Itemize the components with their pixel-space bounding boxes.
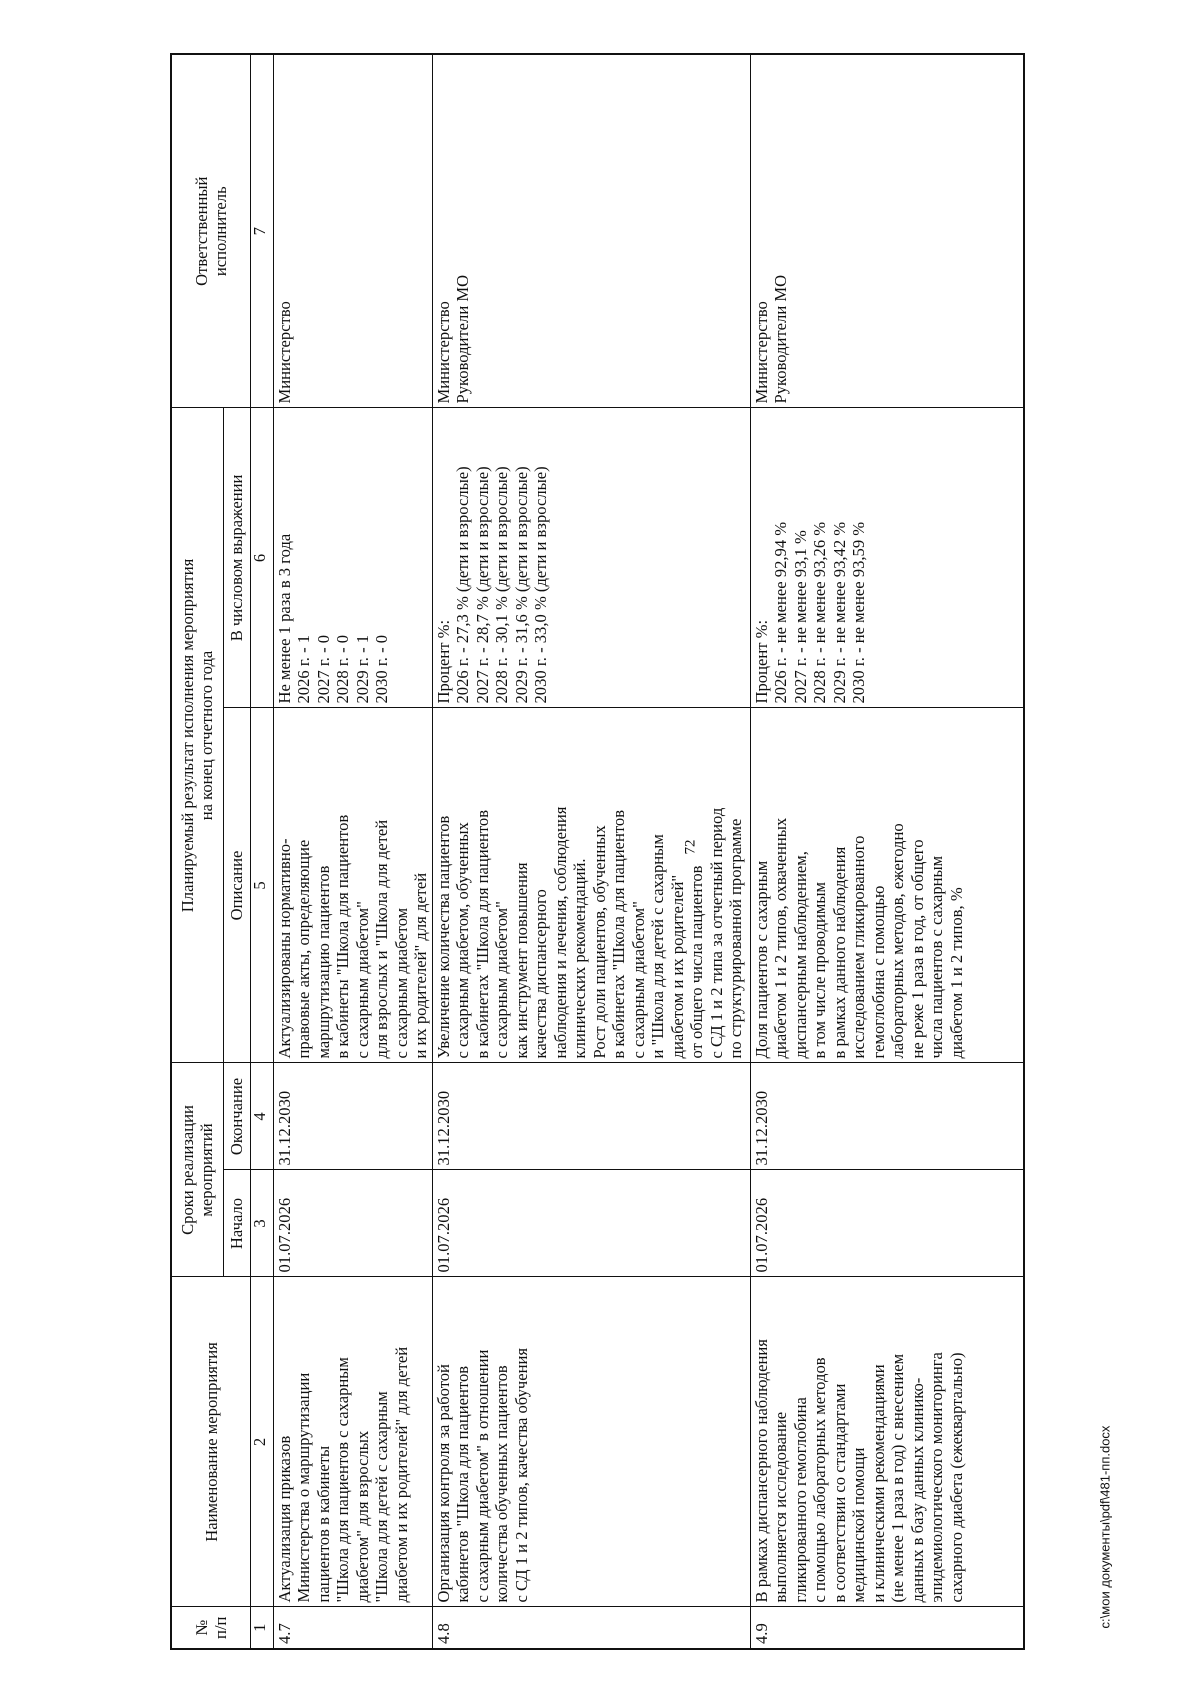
row-number: 4.7 xyxy=(273,1607,432,1649)
header-terms: Сроки реализации мероприятий xyxy=(171,1063,223,1277)
column-number: 7 xyxy=(251,54,274,408)
column-number: 6 xyxy=(251,408,274,708)
result-description: Доля пациентов с сахарным диабетом 1 и 2 типов, охваченных диспансерным наблюдением, в том числе проводимым в рамках данного наблюдения исследованием гликированного гемоглобина с помощью лабораторных методов, ежегодно не реже 1 раза в год, от общего числа пациентов с сахарным диабетом 1 и 2 типов, % xyxy=(750,708,1024,1063)
header-numeric: В числовом выражении xyxy=(223,408,251,708)
activity-name: Актуализация приказов Министерства о маршрутизации пациентов в кабинеты "Школа для пациентов с сахарным диабетом" для взрослых "Школа для детей с сахарным диабетом и их родителей" для детей xyxy=(273,1277,432,1607)
start-date: 01.07.2026 xyxy=(750,1170,1024,1277)
responsible-party: Министерство Руководители МО xyxy=(750,54,1024,408)
end-date: 31.12.2030 xyxy=(432,1063,750,1170)
result-numeric: Процент %: 2026 г. - не менее 92,94 % 2027 г. - не менее 93,1 % 2028 г. - не менее 93,26 % 2029 г. - не менее 93,42 % 2030 г. - не менее 93,59 % xyxy=(750,408,1024,708)
row-number: 4.8 xyxy=(432,1607,750,1649)
table-row xyxy=(273,54,432,1649)
footer-file-path: c:\мои документы\pdf\481-пп.docx xyxy=(1097,1425,1113,1629)
start-date: 01.07.2026 xyxy=(432,1170,750,1277)
column-number: 3 xyxy=(251,1170,274,1277)
responsible-party: Министерство Руководители МО xyxy=(432,54,750,408)
header-name: Наименование мероприятия xyxy=(171,1277,251,1607)
result-numeric: Не менее 1 раза в 3 года 2026 г. - 1 2027 г. - 0 2028 г. - 0 2029 г. - 1 2030 г. - 0 xyxy=(273,408,432,708)
header-start: Начало xyxy=(223,1170,251,1277)
column-number: 4 xyxy=(251,1063,274,1170)
end-date: 31.12.2030 xyxy=(273,1063,432,1170)
header-result: Планируемый результат исполнения мероприятия на конец отчетного года xyxy=(171,408,223,1063)
activities-table xyxy=(170,53,1025,1650)
row-number: 4.9 xyxy=(750,1607,1024,1649)
end-date: 31.12.2030 xyxy=(750,1063,1024,1170)
result-description: Увеличение количества пациентов с сахарным диабетом, обученных в кабинетах "Школа для пациентов с сахарным диабетом" как инструмент повышения качества диспансерного наблюдения и лечения, соблюдения клинических рекомендаций. Рост доли пациентов, обученных в кабинетах "Школа для пациентов с сахарным диабетом" и "Школа для детей с сахарным диабетом и их родителей" от общего числа пациентов с СД 1 и 2 типа за отчетный период по структурированной программе xyxy=(432,708,750,1063)
rotated-table-wrapper xyxy=(170,55,1025,1650)
page-number: 72 xyxy=(682,839,699,855)
column-number-row xyxy=(251,54,274,1649)
column-number: 2 xyxy=(251,1277,274,1607)
header-responsible: Ответственный исполнитель xyxy=(171,54,251,408)
activity-name: В рамках диспансерного наблюдения выполняется исследование гликированного гемоглобина с помощью лабораторных методов в соответствии со стандартами медицинской помощи и клиническими рекомендациями (не менее 1 раза в год) с внесением данных в базу данных клинико- эпидемиологического мониторинга сахарного диабета (ежеквартально) xyxy=(750,1277,1024,1607)
table-row xyxy=(432,54,750,1649)
header-row-1 xyxy=(171,54,223,1649)
header-end: Окончание xyxy=(223,1063,251,1170)
header-description: Описание xyxy=(223,708,251,1063)
column-number: 5 xyxy=(251,708,274,1063)
column-number: 1 xyxy=(251,1607,274,1649)
activity-name: Организация контроля за работой кабинетов "Школа для пациентов с сахарным диабетом" в отношении количества обученных пациентов с СД 1 и 2 типов, качества обучения xyxy=(432,1277,750,1607)
header-num: № п/п xyxy=(171,1607,251,1649)
table-row xyxy=(750,54,1024,1649)
result-numeric: Процент %: 2026 г. - 27,3 % (дети и взрослые) 2027 г. - 28,7 % (дети и взрослые) 2028 г. - 30,1 % (дети и взрослые) 2029 г. - 31,6 % (дети и взрослые) 2030 г. - 33,0 % (дети и взрослые) xyxy=(432,408,750,708)
responsible-party: Министерство xyxy=(273,54,432,408)
start-date: 01.07.2026 xyxy=(273,1170,432,1277)
result-description: Актуализированы нормативно- правовые акты, определяющие маршрутизацию пациентов в кабинеты "Школа для пациентов с сахарным диабетом" для взрослых и "Школа для детей с сахарным диабетом и их родителей" для детей xyxy=(273,708,432,1063)
